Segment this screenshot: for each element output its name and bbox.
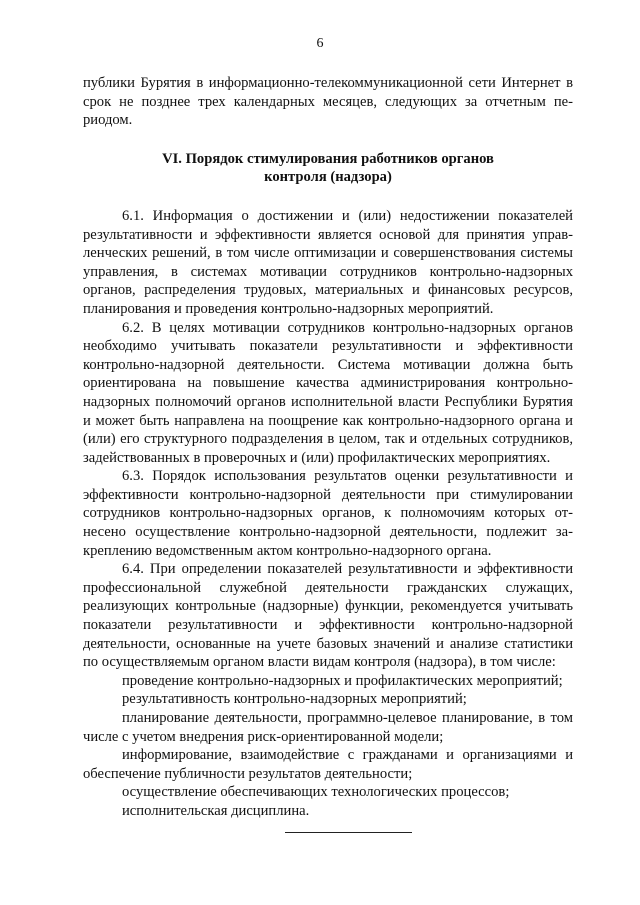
footer-divider [285,832,412,833]
paragraph-6-1: 6.1. Информация о достижении и (или) недостижении показателей результативности и эффективности является основой для принятия управленческих решений, в том числе оптимизации и совершенствования системы управления, в системах мотивации сотрудников контрольно-надзорных органов, распределения трудовых, материальных и финансовых ресурсов, планирования и проведения контрольно-надзорных мероприятий. [83,207,573,317]
paragraph-6-4: 6.4. При определении показателей результативности и эффективности профессиональной служебной деятельности гражданских служащих, реализующих контрольные (надзорные) функции, рекомендуется учитывать показатели результативности и эффективности контрольно-надзорной деятельности, основанные на учете базовых значений и анализе статистики по осуществляемым органом власти видам контроля (надзора), в том числе: [83,561,573,671]
paragraph-6-3: 6.3. Порядок использования результатов оценки результативности и эффективности контрольно-надзорной деятельности при стимулировании сотрудников контрольно-надзорных органов, к полномочиям которых отнесено осуществление контрольно-надзорной деятельности, подлежит закреплению ведомственным актом контрольно-надзорного органа. [83,468,573,559]
list-item: результативность контрольно-надзорных мероприятий; [122,691,467,708]
list-item: информирование, взаимодействие с гражданами и организациями и обеспечение публичности результатов деятельности; [83,747,573,782]
document-body [83,74,573,821]
list-item: планирование деятельности, программно-целевое планирование, в том числе с учетом внедрения риск-ориентированной модели; [83,710,573,745]
section-heading-line-2: контроля (надзора) [264,169,392,186]
list-item: осуществление обеспечивающих технологических процессов; [122,784,510,801]
intro-paragraph: публики Бурятия в информационно-телекоммуникационной сети Интернет в срок не позднее трех календарных месяцев, следующих за отчетным периодом. [83,75,573,129]
section-heading-line-1: VI. Порядок стимулирования работников органов [162,150,494,167]
paragraph-6-2: 6.2. В целях мотивации сотрудников контрольно-надзорных органов необходимо учитывать показатели результативности и эффективности контрольно-надзорной деятельности. Система мотивации должна быть ориентирована на повышение качества администрирования контрольно-надзорных полномочий органов исполнительной власти Республики Бурятия и может быть направлена на поощрение как контрольно-надзорного органа и (или) его структурного подразделения в целом, так и отдельных сотрудников, задействованных в проверочных и (или) профилактических мероприятиях. [83,319,573,466]
page-number: 6 [316,36,324,51]
section-heading [83,150,573,187]
list-item: проведение контрольно-надзорных и профилактических мероприятий; [122,672,563,689]
list-item: исполнительская дисциплина. [122,802,310,819]
